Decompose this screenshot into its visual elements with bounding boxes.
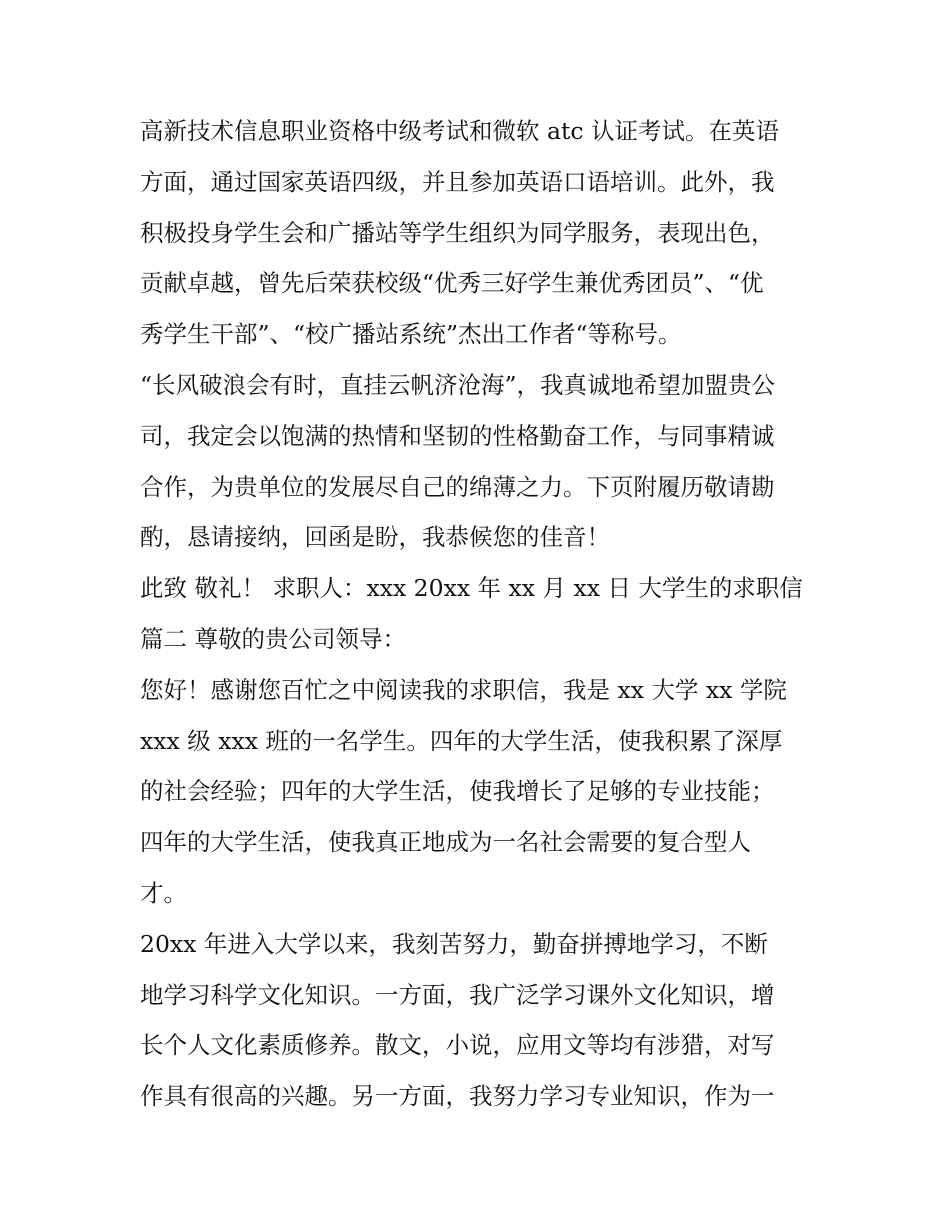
text-line: 积极投身学生会和广播站等学生组织为同学服务，表现出色， xyxy=(140,218,775,247)
text-line: 司，我定会以饱满的热情和坚韧的性格勤奋工作，与同事精诚 xyxy=(140,421,775,450)
text-line: 地学习科学文化知识。一方面，我广泛学习课外文化知识，增 xyxy=(140,980,775,1009)
text-line: 高新技术信息职业资格中级考试和微软 atc 认证考试。在英语 xyxy=(140,117,780,145)
text-line: 的社会经验；四年的大学生活，使我增长了足够的专业技能； xyxy=(140,777,775,806)
letter-body xyxy=(140,106,820,1122)
text-line: 长个人文化素质修养。散文，小说，应用文等均有涉猎，对写 xyxy=(140,1031,775,1060)
text-line: 方面，通过国家英语四级，并且参加英语口语培训。此外，我 xyxy=(140,167,775,196)
text-line: 作具有很高的兴趣。另一方面，我努力学习专业知识，作为一 xyxy=(140,1082,775,1111)
text-line: 篇二 尊敬的贵公司领导： xyxy=(140,624,406,653)
text-line: 才。 xyxy=(140,878,187,907)
text-line: xxx 级 xxx 班的一名学生。四年的大学生活，使我积累了深厚 xyxy=(140,726,783,755)
text-line: 四年的大学生活，使我真正地成为一名社会需要的复合型人 xyxy=(140,828,751,857)
text-line: 秀学生干部”、“校广播站系统”杰出工作者“等称号。 xyxy=(140,320,682,349)
text-line: 贡献卓越，曾先后荣获校级“优秀三好学生兼优秀团员”、“优 xyxy=(140,269,764,298)
text-line: 酌，恳请接纳，回函是盼，我恭候您的佳音！ xyxy=(140,523,610,552)
text-line: 20xx 年进入大学以来，我刻苦努力，勤奋拼搏地学习，不断 xyxy=(140,929,768,958)
text-line: “长风破浪会有时，直挂云帆济沧海”，我真诚地希望加盟贵公 xyxy=(140,370,776,399)
text-line: 此致 敬礼！ 求职人：xxx 20xx 年 xx 月 xx 日 大学生的求职信 xyxy=(140,574,803,603)
text-line: 您好！感谢您百忙之中阅读我的求职信，我是 xx 大学 xx 学院 xyxy=(140,675,787,704)
text-line: 合作，为贵单位的发展尽自己的绵薄之力。下页附履历敬请勘 xyxy=(140,472,775,501)
